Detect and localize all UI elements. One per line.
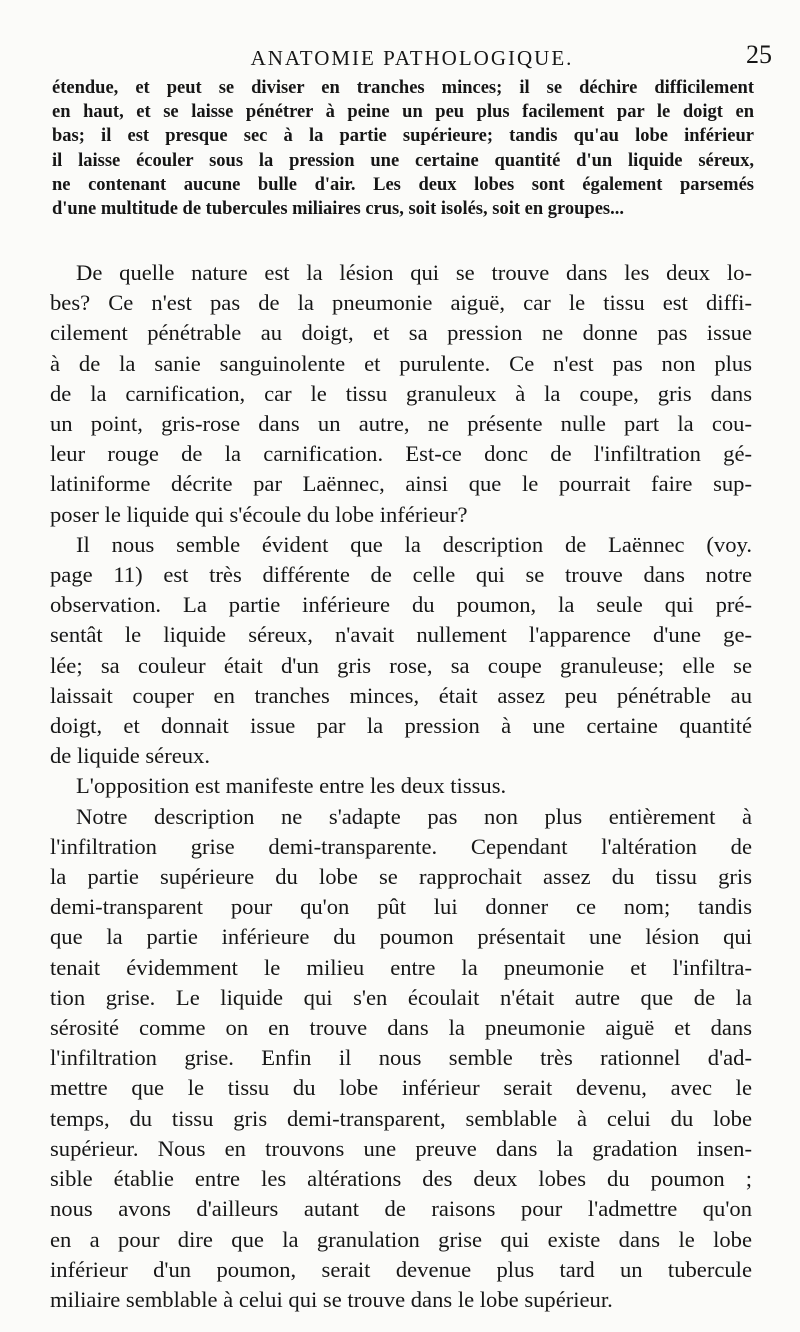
text-line: tenait évidemment le milieu entre la pneumonie et l'infiltra- xyxy=(50,954,752,980)
paragraph-2 xyxy=(50,530,752,772)
text-line: de liquide séreux. xyxy=(50,743,210,769)
text-line: L'opposition est manifeste entre les deux tissus. xyxy=(76,773,507,799)
text-line: tion grise. Le liquide qui s'en écoulait n'était autre que de la xyxy=(50,984,752,1010)
text-line: l'infiltration grise. Enfin il nous semble très rationnel d'ad- xyxy=(50,1045,752,1071)
text-line: inférieur d'un poumon, serait devenue plus tard un tubercule xyxy=(50,1256,752,1282)
text-line: temps, du tissu gris demi-transparent, semblable à celui du lobe xyxy=(50,1105,752,1131)
text-line: De quelle nature est la lésion qui se trouve dans les deux lo- xyxy=(76,260,752,285)
text-line: cilement pénétrable au doigt, et sa pression ne donne pas issue xyxy=(50,320,752,346)
text-line: page 11) est très différente de celle qui se trouve dans notre xyxy=(50,562,752,588)
text-line: sérosité comme on en trouve dans la pneumonie aiguë et dans xyxy=(50,1015,752,1041)
text-line: doigt, et donnait issue par la pression à une certaine quantité xyxy=(50,713,752,739)
text-line: ne contenant aucune bulle d'air. Les deux lobes sont également parsemés xyxy=(52,174,754,195)
running-title: ANATOMIE PATHOLOGIQUE. xyxy=(250,46,574,70)
quoted-observation xyxy=(52,76,754,221)
paragraph-3 xyxy=(50,771,752,801)
paragraph-1 xyxy=(50,258,752,530)
text-line: étendue, et peut se diviser en tranches minces; il se déchire difficilement xyxy=(52,78,754,98)
text-line: mettre que le tissu du lobe inférieur serait devenu, avec le xyxy=(50,1075,752,1101)
text-line: Il nous semble évident que la description de Laënnec (voy. xyxy=(76,531,752,557)
text-line: il laisse écouler sous la pression une certaine quantité d'un liquide séreux, xyxy=(52,150,754,171)
text-line: laissait couper en tranches minces, était assez peu pénétrable au xyxy=(50,682,752,708)
text-line: leur rouge de la carnification. Est-ce donc de l'infiltration gé- xyxy=(50,441,752,467)
text-line: de la carnification, car le tissu granuleux à la coupe, gris dans xyxy=(50,380,752,406)
text-line: que la partie inférieure du poumon présentait une lésion qui xyxy=(50,924,752,950)
text-line: à de la sanie sanguinolente et purulente. Ce n'est pas non plus xyxy=(50,350,752,376)
text-line: en haut, et se laisse pénétrer à peine un peu plus facilement par le doigt en xyxy=(52,102,754,123)
text-line: en a pour dire que la granulation grise qui existe dans le lobe xyxy=(50,1226,752,1252)
text-line: sentât le liquide séreux, n'avait nullement l'apparence d'une ge- xyxy=(50,622,752,648)
text-line: nous avons d'ailleurs autant de raisons pour l'admettre qu'on xyxy=(50,1196,752,1222)
text-line: poser le liquide qui s'écoule du lobe inférieur? xyxy=(50,501,468,527)
page-number: 25 xyxy=(746,40,772,69)
text-line: Notre description ne s'adapte pas non plus entièrement à xyxy=(76,803,752,829)
text-line: latiniforme décrite par Laënnec, ainsi que le pourrait faire sup- xyxy=(50,471,752,497)
text-line: observation. La partie inférieure du poumon, la seule qui pré- xyxy=(50,592,752,618)
running-head xyxy=(52,40,772,74)
text-line: d'une multitude de tubercules miliaires crus, soit isolés, soit en groupes... xyxy=(52,199,624,220)
text-line: un point, gris-rose dans un autre, ne présente nulle part la cou- xyxy=(50,411,752,437)
text-line: bas; il est presque sec à la partie supérieure; tandis qu'au lobe inférieur xyxy=(52,126,754,147)
text-line: demi-transparent pour qu'on pût lui donner ce nom; tandis xyxy=(50,894,752,920)
text-line: la partie supérieure du lobe se rapprochait assez du tissu gris xyxy=(50,864,752,890)
paragraph-4 xyxy=(50,802,752,1315)
text-line: l'infiltration grise demi-transparente. Cependant l'altération de xyxy=(50,833,752,859)
text-line: bes? Ce n'est pas de la pneumonie aiguë, car le tissu est diffi- xyxy=(50,290,752,316)
main-text xyxy=(50,258,752,1315)
text-line: sible établie entre les altérations des deux lobes du poumon ; xyxy=(50,1166,752,1192)
text-line: miliaire semblable à celui qui se trouve dans le lobe supérieur. xyxy=(50,1286,613,1312)
text-line: supérieur. Nous en trouvons une preuve dans la gradation insen- xyxy=(50,1135,752,1161)
text-line: lée; sa couleur était d'un gris rose, sa coupe granuleuse; elle se xyxy=(50,652,752,678)
